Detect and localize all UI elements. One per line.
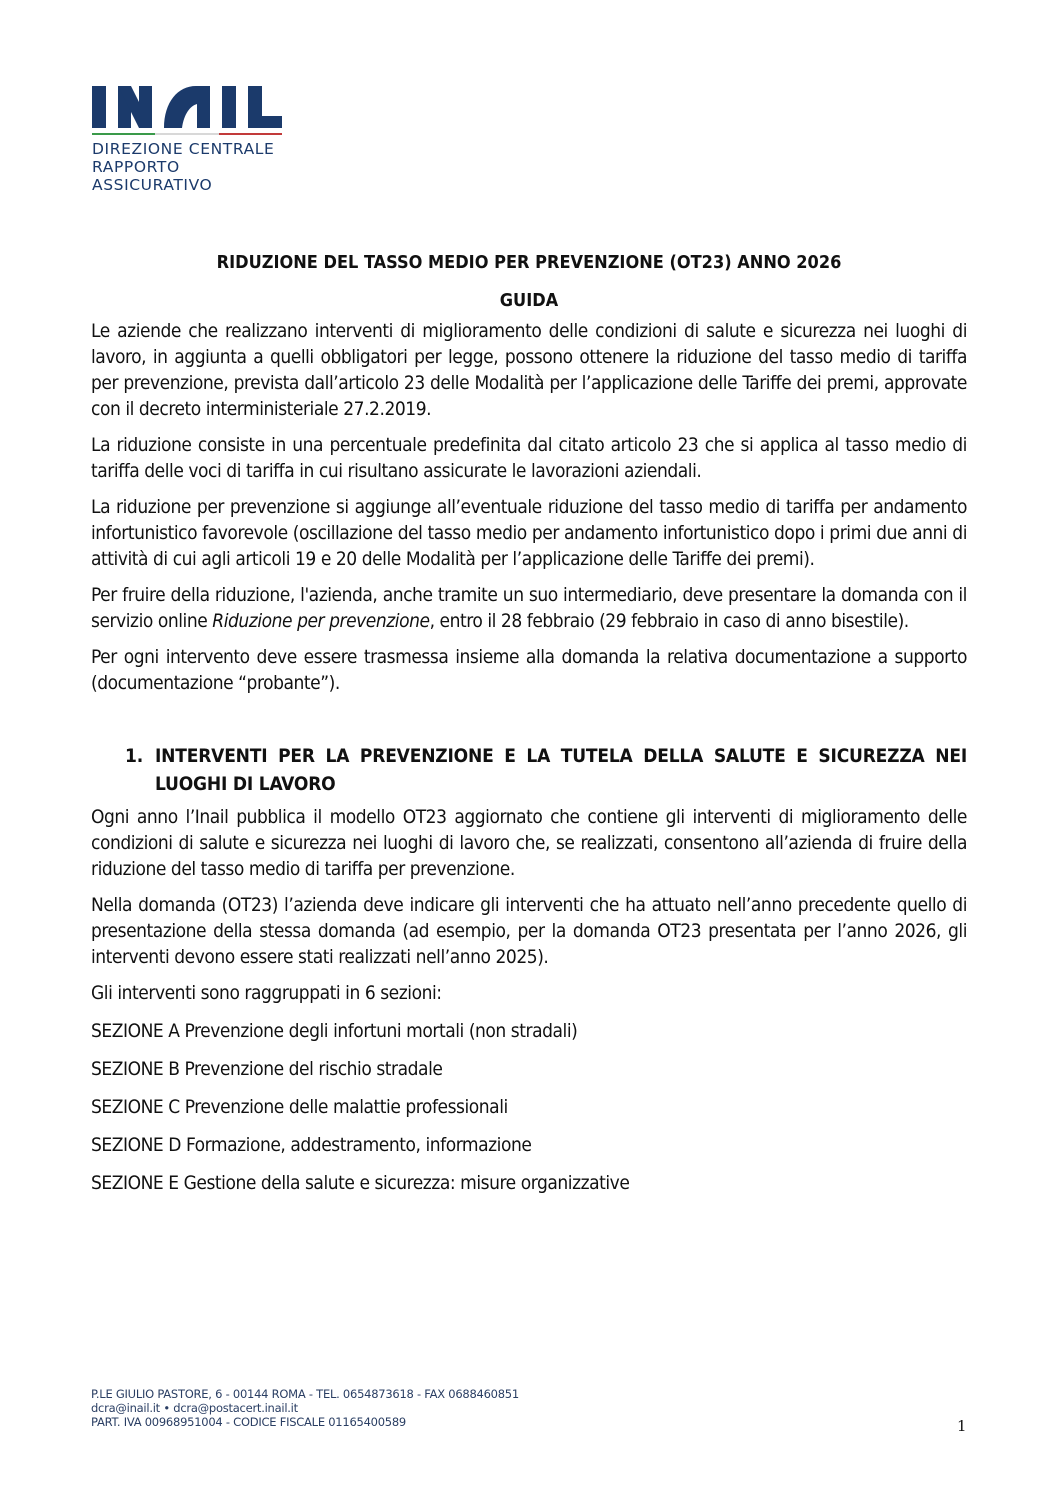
tricolor-line [92, 133, 282, 135]
footer-tax-info: PART. IVA 00968951004 - CODICE FISCALE 01165400589 [91, 1415, 406, 1429]
document-body [91, 252, 967, 1208]
page-footer [91, 1387, 519, 1429]
inail-logo-icon [92, 84, 282, 130]
logo-department-line: DIREZIONE CENTRALE [92, 140, 275, 158]
footer-address: P.LE GIULIO PASTORE, 6 - 00144 ROMA - TEL. 0654873618 - FAX 0688460851 [91, 1387, 519, 1401]
inail-logo [92, 84, 284, 194]
section-list-item: SEZIONE C Prevenzione delle malattie professionali [91, 1096, 508, 1118]
text-span: , entro il 28 febbraio (29 febbraio in caso di anno bisestile). [429, 610, 909, 632]
paragraph: La riduzione consiste in una percentuale predefinita dal citato articolo 23 che si applica al tasso medio di tariffa delle voci di tariffa in cui risultano assicurate le lavorazioni aziendali. [91, 434, 967, 482]
section-heading [91, 742, 967, 798]
section-number [91, 742, 155, 798]
paragraph: Ogni anno l’Inail pubblica il modello OT23 aggiornato che contiene gli interventi di miglioramento delle condizioni di salute e sicurezza nei luoghi di lavoro che, se realizzati, consentono all’azienda di fruire della riduzione del tasso medio di tariffa per prevenzione. [91, 806, 967, 880]
document-title: RIDUZIONE DEL TASSO MEDIO PER PREVENZIONE (OT23) ANNO 2026 [216, 252, 842, 273]
section-list-item: SEZIONE E Gestione della salute e sicurezza: misure organizzative [91, 1172, 630, 1194]
paragraph-online-service [91, 582, 967, 634]
document-subtitle: GUIDA [499, 290, 559, 311]
footer-emails: dcra@inail.it • dcra@postacert.inail.it [91, 1401, 298, 1415]
section-list-item: SEZIONE D Formazione, addestramento, informazione [91, 1134, 532, 1156]
logo-department [92, 140, 284, 194]
paragraph: Le aziende che realizzano interventi di miglioramento delle condizioni di salute e sicurezza nei luoghi di lavoro, in aggiunta a quelli obbligatori per legge, possono ottenere la riduzione del tasso medio di tariffa per prevenzione, prevista dall’articolo 23 delle Modalità per l’applicazione delle Tariffe dei premi, approvate con il decreto interministeriale 27.2.2019. [91, 320, 967, 420]
page-number: 1 [957, 1417, 967, 1435]
section-number-text: 1. [125, 745, 143, 767]
online-service-name: Riduzione per prevenzione [212, 610, 430, 632]
logo-department-line: RAPPORTO [92, 158, 180, 176]
text-span: Per fruire della riduzione, l'azienda, anche tramite un suo intermediario, deve presentare la domanda con il servizio online [91, 584, 967, 632]
paragraph: Gli interventi sono raggruppati in 6 sezioni: [91, 982, 442, 1004]
section-list-item: SEZIONE B Prevenzione del rischio stradale [91, 1058, 443, 1080]
paragraph: La riduzione per prevenzione si aggiunge all’eventuale riduzione del tasso medio di tariffa per andamento infortunistico favorevole (oscillazione del tasso medio per andamento infortunistico dopo i primi due anni di attività di cui agli articoli 19 e 20 delle Modalità per l’applicazione delle Tariffe dei premi). [91, 496, 967, 570]
logo-department-line: ASSICURATIVO [92, 176, 213, 194]
paragraph: Nella domanda (OT23) l’azienda deve indicare gli interventi che ha attuato nell’anno precedente quello di presentazione della stessa domanda (ad esempio, per la domanda OT23 presentata per l’anno 2026, gli interventi devono essere stati realizzati nell’anno 2025). [91, 894, 967, 968]
section-title: INTERVENTI PER LA PREVENZIONE E LA TUTELA DELLA SALUTE E SICUREZZA NEI LUOGHI DI LAVORO [155, 745, 967, 795]
paragraph: Per ogni intervento deve essere trasmessa insieme alla domanda la relativa documentazione a supporto (documentazione “probante”). [91, 646, 967, 694]
section-list-item: SEZIONE A Prevenzione degli infortuni mortali (non stradali) [91, 1020, 578, 1042]
